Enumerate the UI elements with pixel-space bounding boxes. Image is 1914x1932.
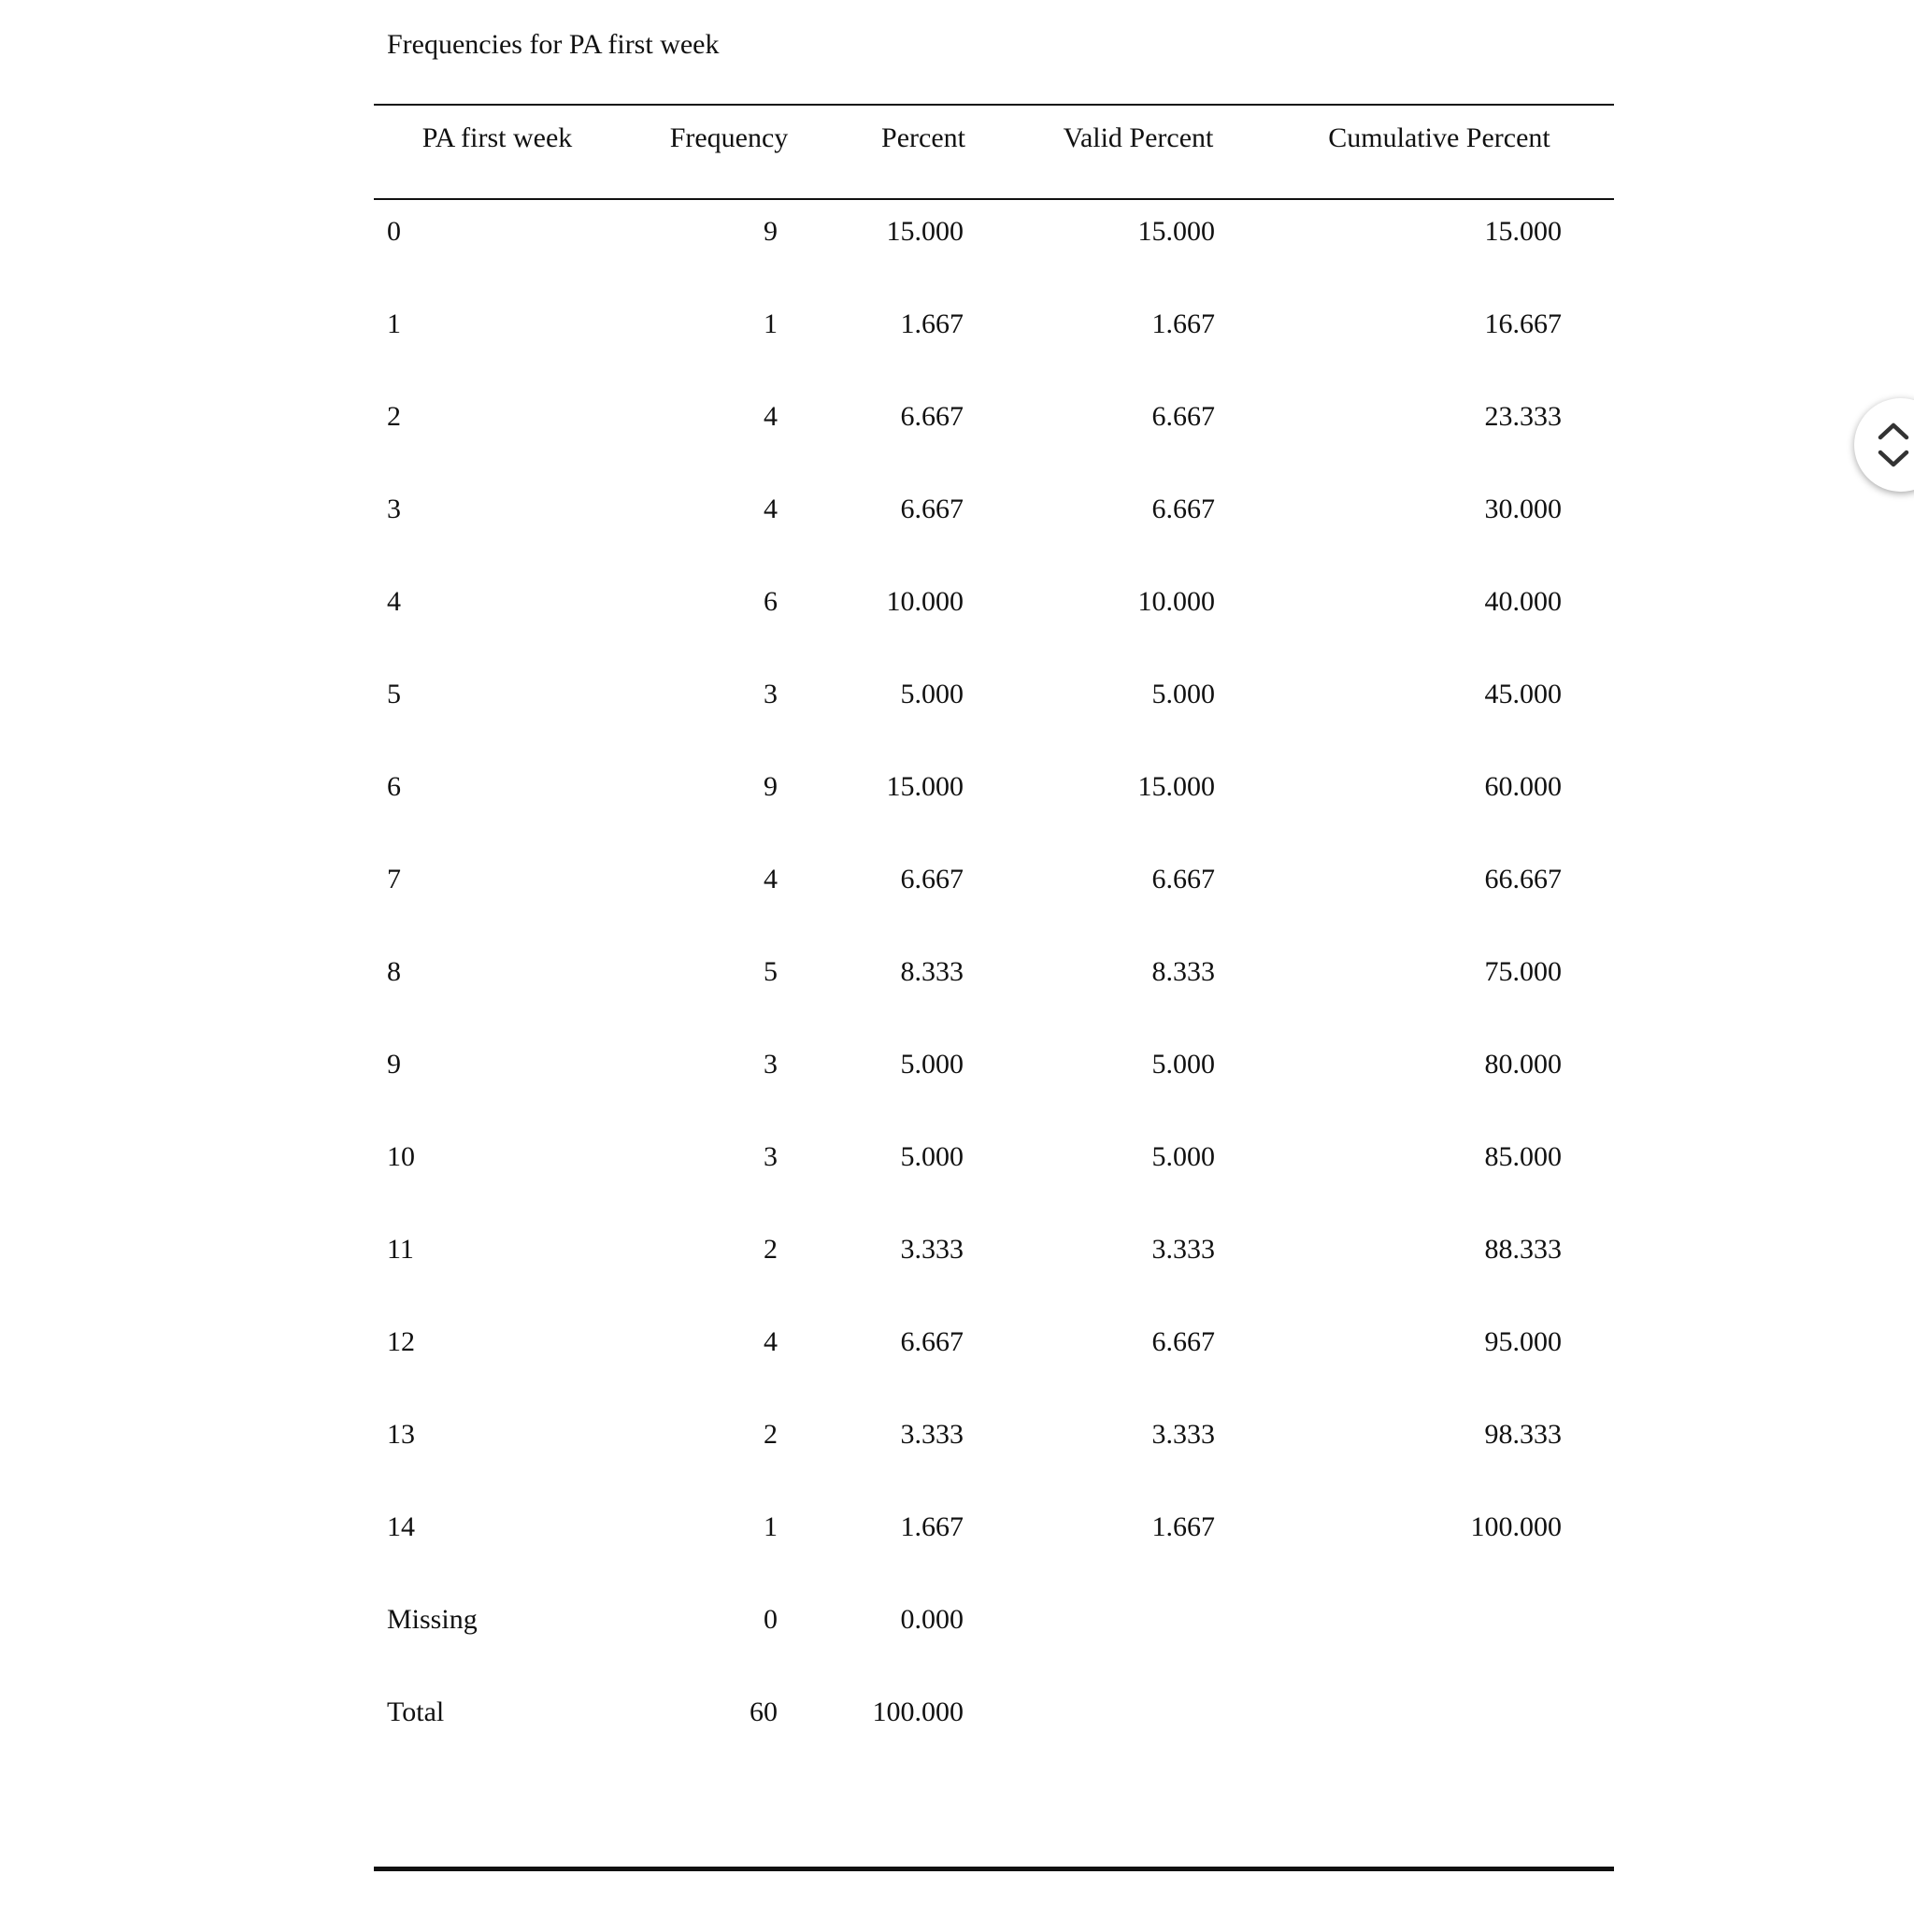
frequency-cell: 4 xyxy=(764,1326,778,1357)
percent-cell: 0.000 xyxy=(900,1604,964,1635)
frequency-cell: 9 xyxy=(764,216,778,247)
row-label-cell: 5 xyxy=(387,679,401,709)
cumulative-percent-cell: 60.000 xyxy=(1484,771,1562,802)
row-label-cell: 0 xyxy=(387,216,401,247)
percent-cell: 6.667 xyxy=(900,401,964,432)
frequency-cell: 1 xyxy=(764,308,778,339)
table-row xyxy=(0,950,1914,995)
row-label-cell: Missing xyxy=(387,1604,478,1635)
cumulative-percent-cell: 95.000 xyxy=(1484,1326,1562,1357)
valid-percent-cell: 6.667 xyxy=(1151,864,1215,894)
valid-percent-cell: 6.667 xyxy=(1151,401,1215,432)
frequency-cell: 3 xyxy=(764,679,778,709)
chevron-down-icon[interactable] xyxy=(1875,447,1912,471)
frequency-cell: 5 xyxy=(764,956,778,987)
row-label-cell: 14 xyxy=(387,1511,415,1542)
percent-cell: 3.333 xyxy=(900,1234,964,1265)
valid-percent-cell: 5.000 xyxy=(1151,1141,1215,1172)
cumulative-percent-cell: 30.000 xyxy=(1484,494,1562,524)
chevron-up-icon[interactable] xyxy=(1875,419,1912,443)
row-label-cell: 1 xyxy=(387,308,401,339)
valid-percent-cell: 5.000 xyxy=(1151,1049,1215,1080)
row-label-cell: 7 xyxy=(387,864,401,894)
table-row xyxy=(0,1505,1914,1550)
cumulative-percent-cell: 15.000 xyxy=(1484,216,1562,247)
table-row xyxy=(0,394,1914,439)
percent-cell: 6.667 xyxy=(900,1326,964,1357)
row-label-cell: 6 xyxy=(387,771,401,802)
row-label-cell: 8 xyxy=(387,956,401,987)
percent-cell: 6.667 xyxy=(900,494,964,524)
row-label-cell: 12 xyxy=(387,1326,415,1357)
table-top-rule xyxy=(374,104,1614,106)
row-label-cell: 9 xyxy=(387,1049,401,1080)
frequency-cell: 3 xyxy=(764,1141,778,1172)
percent-cell: 5.000 xyxy=(900,679,964,709)
cumulative-percent-cell: 16.667 xyxy=(1484,308,1562,339)
table-row xyxy=(0,1690,1914,1735)
row-label-cell: Total xyxy=(387,1696,445,1727)
valid-percent-cell: 10.000 xyxy=(1137,586,1215,617)
valid-percent-cell: 3.333 xyxy=(1151,1234,1215,1265)
table-header-rule xyxy=(374,198,1614,200)
percent-cell: 10.000 xyxy=(886,586,964,617)
percent-cell: 1.667 xyxy=(900,1511,964,1542)
cumulative-percent-cell: 75.000 xyxy=(1484,956,1562,987)
column-header-pa-first-week: PA first week xyxy=(421,122,573,153)
frequency-cell: 4 xyxy=(764,864,778,894)
frequency-cell: 3 xyxy=(764,1049,778,1080)
table-row xyxy=(0,1135,1914,1180)
table-bottom-rule xyxy=(374,1867,1614,1871)
row-label-cell: 10 xyxy=(387,1141,415,1172)
frequency-cell: 4 xyxy=(764,494,778,524)
table-row xyxy=(0,1042,1914,1087)
valid-percent-cell: 5.000 xyxy=(1151,679,1215,709)
cumulative-percent-cell: 45.000 xyxy=(1484,679,1562,709)
valid-percent-cell: 15.000 xyxy=(1137,771,1215,802)
column-header-cumulative-percent: Cumulative Percent xyxy=(1328,122,1550,153)
table-row xyxy=(0,1320,1914,1365)
percent-cell: 5.000 xyxy=(900,1049,964,1080)
percent-cell: 8.333 xyxy=(900,956,964,987)
percent-cell: 1.667 xyxy=(900,308,964,339)
cumulative-percent-cell: 85.000 xyxy=(1484,1141,1562,1172)
column-header-frequency: Frequency xyxy=(669,122,789,153)
column-header-percent: Percent xyxy=(881,122,965,153)
percent-cell: 15.000 xyxy=(886,216,964,247)
table-header-row xyxy=(0,116,1914,161)
table-row xyxy=(0,765,1914,809)
row-label-cell: 13 xyxy=(387,1419,415,1450)
valid-percent-cell: 1.667 xyxy=(1151,308,1215,339)
table-row xyxy=(0,580,1914,624)
percent-cell: 3.333 xyxy=(900,1419,964,1450)
table-row xyxy=(0,209,1914,254)
table-title: Frequencies for PA first week xyxy=(387,29,720,60)
table-row xyxy=(0,1597,1914,1642)
row-label-cell: 3 xyxy=(387,494,401,524)
cumulative-percent-cell: 40.000 xyxy=(1484,586,1562,617)
valid-percent-cell: 3.333 xyxy=(1151,1419,1215,1450)
percent-cell: 15.000 xyxy=(886,771,964,802)
table-row xyxy=(0,487,1914,532)
valid-percent-cell: 6.667 xyxy=(1151,1326,1215,1357)
cumulative-percent-cell: 23.333 xyxy=(1484,401,1562,432)
frequency-cell: 60 xyxy=(750,1696,778,1727)
row-label-cell: 11 xyxy=(387,1234,414,1265)
percent-cell: 6.667 xyxy=(900,864,964,894)
cumulative-percent-cell: 80.000 xyxy=(1484,1049,1562,1080)
table-row xyxy=(0,302,1914,347)
frequency-cell: 4 xyxy=(764,401,778,432)
table-row xyxy=(0,857,1914,902)
cumulative-percent-cell: 100.000 xyxy=(1470,1511,1562,1542)
frequency-cell: 2 xyxy=(764,1234,778,1265)
column-header-valid-percent: Valid Percent xyxy=(1063,122,1214,153)
table-row xyxy=(0,1227,1914,1272)
valid-percent-cell: 6.667 xyxy=(1151,494,1215,524)
row-label-cell: 2 xyxy=(387,401,401,432)
table-row xyxy=(0,672,1914,717)
frequency-cell: 9 xyxy=(764,771,778,802)
row-label-cell: 4 xyxy=(387,586,401,617)
frequency-cell: 6 xyxy=(764,586,778,617)
valid-percent-cell: 8.333 xyxy=(1151,956,1215,987)
cumulative-percent-cell: 88.333 xyxy=(1484,1234,1562,1265)
cumulative-percent-cell: 98.333 xyxy=(1484,1419,1562,1450)
percent-cell: 100.000 xyxy=(872,1696,964,1727)
table-row xyxy=(0,1412,1914,1457)
valid-percent-cell: 1.667 xyxy=(1151,1511,1215,1542)
cumulative-percent-cell: 66.667 xyxy=(1484,864,1562,894)
frequency-cell: 2 xyxy=(764,1419,778,1450)
percent-cell: 5.000 xyxy=(900,1141,964,1172)
valid-percent-cell: 15.000 xyxy=(1137,216,1215,247)
frequency-cell: 1 xyxy=(764,1511,778,1542)
frequency-cell: 0 xyxy=(764,1604,778,1635)
